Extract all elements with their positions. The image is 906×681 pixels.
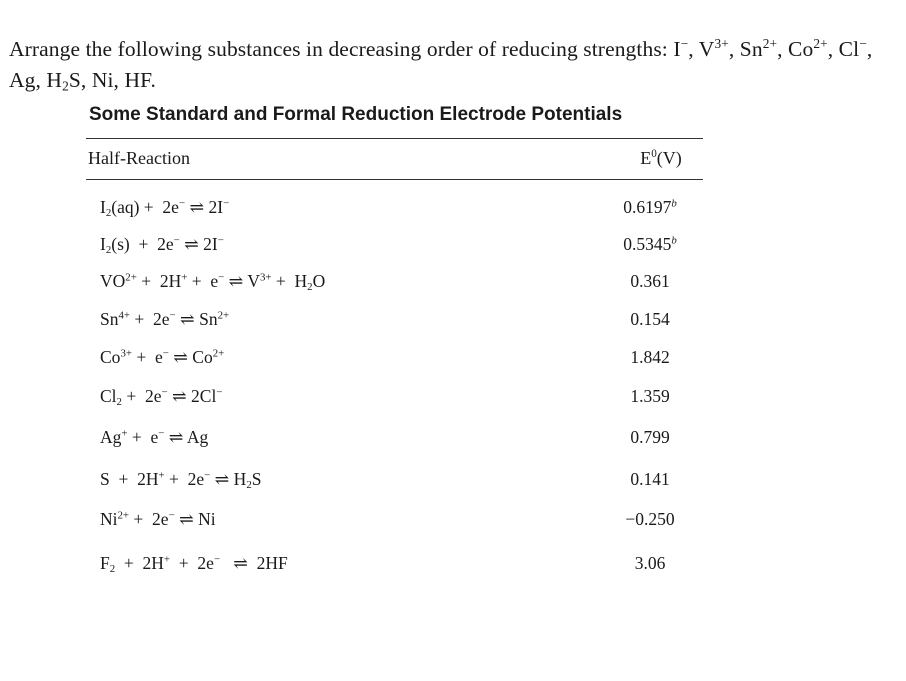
question-text: Arrange the following substances in decreasing order of reducing strengths: I−, $V^{3+}$, $Sn^{2+}$, $Co^{2+}$, Cl−, Ag, $H_2S$, Ni, HF. xyxy=(9,35,873,94)
half-reaction-cell: $Sn^{4+} + 2e^-$ ⇌ $Sn^{2+}$ xyxy=(100,309,230,329)
potential-header: $E^0(V)$ xyxy=(640,148,682,168)
half-reaction-cell: $Co^{3+} + e^-$ ⇌ $Co^{2+}$ xyxy=(100,347,225,367)
potential-cell: 0.799 xyxy=(630,427,670,447)
table-header-rule xyxy=(86,179,703,180)
half-reaction-cell: Ag+ + e− ⇌ Ag xyxy=(100,427,209,447)
potential-cell: 1.359 xyxy=(630,386,670,406)
potential-cell: 0.154 xyxy=(630,309,670,329)
potential-cell: 0.5345$^b$ xyxy=(623,234,677,254)
potential-cell: 3.06 xyxy=(634,553,666,573)
half-reaction-cell: $Ni^{2+} + 2e^-$ ⇌ Ni xyxy=(100,509,216,529)
potential-cell: −0.250 xyxy=(625,509,675,529)
half-reaction-cell: $I_2(s) + 2e^-$ ⇌ 2I− xyxy=(100,234,224,257)
potential-cell: 0.141 xyxy=(630,469,670,489)
half-reaction-cell: $VO^{2+} + 2H^+ + e^-$ ⇌ $V^{3+} + H_2O$ xyxy=(100,271,326,294)
potential-cell: 1.842 xyxy=(630,347,670,367)
half-reaction-cell: $Cl_2 + 2e^-$ ⇌ 2Cl− xyxy=(100,386,223,409)
potential-cell: 0.6197$^b$ xyxy=(623,197,677,217)
table-title: Some Standard and Formal Reduction Electrode Potentials xyxy=(89,104,623,125)
half-reaction-cell: $I_2(aq) + 2e^-$ ⇌ 2I− xyxy=(100,197,230,220)
potential-cell: 0.361 xyxy=(630,271,670,291)
half-reaction-cell: S + 2H+ + 2e− ⇌ $H_2S$ xyxy=(100,469,262,492)
half-reaction-cell: $F_2 + 2H^+ + 2e^-$ ⇌ 2HF xyxy=(100,553,288,576)
half-reaction-header: Half-Reaction xyxy=(88,148,190,168)
table-top-rule xyxy=(86,138,703,139)
